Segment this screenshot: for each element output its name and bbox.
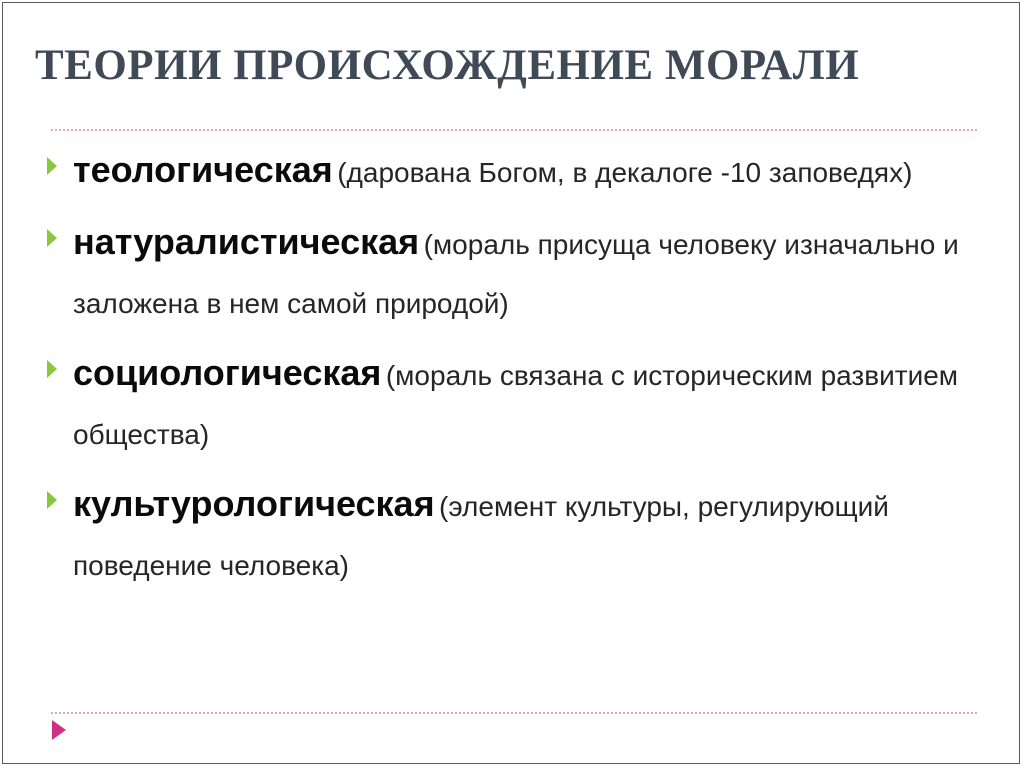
bullet-triangle-icon [47,491,57,509]
bullet-term: теологическая [73,149,333,190]
bullet-description: (мораль присуща человеку изначально и заложена в нем самой природой) [73,229,959,319]
title-divider [51,129,977,131]
bullet-description: (мораль связана с историческим развитием общества) [73,360,959,450]
bullet-term: социологическая [73,352,382,393]
bullet-item-theological [43,143,983,205]
bullet-list [43,143,983,608]
bullet-item-culturological [43,477,983,598]
bullet-item-naturalistic [43,215,983,336]
bullet-item-sociological [43,346,983,467]
bullet-triangle-icon [47,229,57,247]
bullet-triangle-icon [47,157,57,175]
bullet-triangle-icon [47,360,57,378]
bullet-term: культурологическая [73,483,435,524]
bullet-term: натуралистическая [73,221,420,262]
footer-triangle-icon [52,720,66,740]
footer-divider [51,712,977,714]
bullet-description: (элемент культуры, регулирующий поведение человека) [73,491,889,581]
slide-title: ТЕОРИИ ПРОИСХОЖДЕНИЕ МОРАЛИ [35,42,860,89]
slide [2,2,1020,764]
bullet-description: (дарована Богом, в декалоге -10 заповедях) [337,157,913,188]
